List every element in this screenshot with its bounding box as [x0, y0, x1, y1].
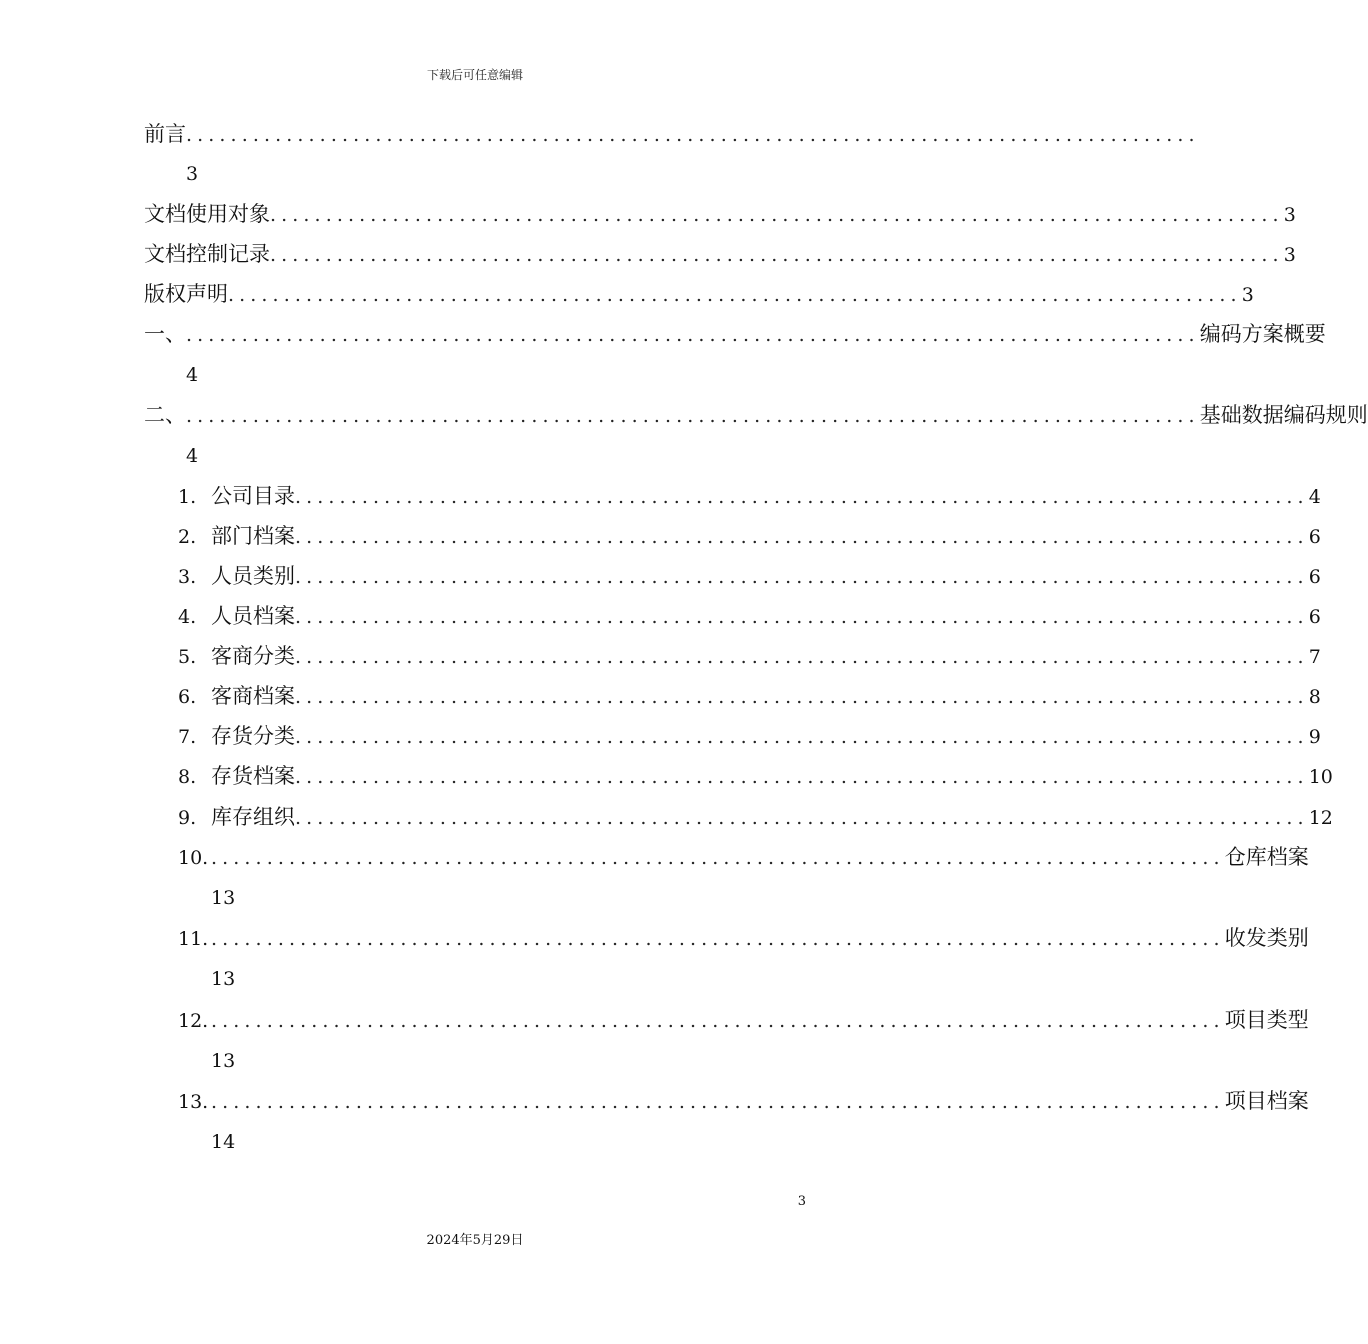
toc-leader: ...........................................................................................	[270, 244, 1284, 266]
toc-section-title: 人员类别	[211, 564, 295, 588]
toc-section-5[interactable]	[178, 636, 1321, 676]
toc-section-title: 库存组织	[211, 805, 295, 829]
toc-section-page: 6	[1308, 606, 1321, 628]
toc-entry-doc-audience[interactable]	[144, 194, 1296, 234]
toc-section-title: 仓库档案	[1224, 845, 1309, 869]
toc-leader: ...........................................................................................	[211, 1010, 1225, 1032]
toc-leader: ...........................................................................................	[211, 928, 1225, 950]
toc-leader: ...........................................................................................	[295, 807, 1309, 829]
toc-section-title: 客商档案	[211, 684, 295, 708]
toc-leader: ...........................................................................................	[186, 324, 1200, 346]
toc-section-13[interactable]	[178, 1081, 1309, 1121]
toc-section-number: 11.	[178, 928, 209, 950]
toc-section-2[interactable]	[178, 516, 1321, 556]
toc-leader: ...........................................................................................	[295, 646, 1309, 668]
toc-section-page: 13	[211, 1050, 236, 1072]
toc-leader: ...........................................................................................	[295, 526, 1309, 548]
toc-section-title: 收发类别	[1224, 926, 1309, 950]
toc-section-page: 13	[211, 968, 236, 990]
toc-section-title: 存货分类	[211, 724, 295, 748]
toc-entry-page: 3	[1283, 204, 1296, 226]
toc-section-page: 6	[1308, 526, 1321, 548]
toc-leader: ...........................................................................................	[295, 726, 1309, 748]
toc-chapter-2[interactable]	[144, 395, 1368, 435]
toc-entry-page: 3	[186, 163, 199, 185]
toc-section-10[interactable]	[178, 837, 1309, 877]
toc-section-number: 13.	[178, 1091, 209, 1113]
toc-chapter-title: 编码方案概要	[1199, 322, 1326, 346]
toc-section-number: 1.	[178, 486, 197, 508]
page-number: 3	[797, 1194, 806, 1209]
toc-section-title: 存货档案	[211, 764, 295, 788]
toc-entry-page: 3	[1283, 244, 1296, 266]
toc-section-4[interactable]	[178, 596, 1321, 636]
toc-section-page: 12	[1308, 807, 1333, 829]
toc-section-number: 10.	[178, 847, 209, 869]
toc-leader: ...........................................................................................	[295, 566, 1309, 588]
toc-leader: ...........................................................................................	[270, 204, 1284, 226]
toc-leader: ...........................................................................................	[186, 405, 1200, 427]
toc-entry-title: 前言	[144, 122, 186, 146]
toc-section-8[interactable]	[178, 756, 1333, 796]
toc-section-title: 公司目录	[211, 484, 295, 508]
toc-section-9[interactable]	[178, 797, 1333, 837]
toc-section-6[interactable]	[178, 676, 1321, 716]
toc-section-number: 12.	[178, 1010, 209, 1032]
toc-leader: ...........................................................................................	[295, 686, 1309, 708]
toc-section-number: 4.	[178, 606, 197, 628]
toc-entry-page: 3	[1241, 284, 1254, 306]
toc-chapter-1[interactable]	[144, 314, 1326, 354]
toc-section-number: 9.	[178, 807, 197, 829]
toc-section-title: 项目类型	[1224, 1008, 1309, 1032]
toc-leader: ...........................................................................................	[295, 486, 1309, 508]
toc-section-page: 14	[211, 1131, 236, 1153]
toc-section-11[interactable]	[178, 918, 1309, 958]
toc-section-number: 2.	[178, 526, 197, 548]
toc-section-3[interactable]	[178, 556, 1321, 596]
toc-entry-title: 文档控制记录	[144, 242, 270, 266]
toc-section-page: 10	[1308, 766, 1333, 788]
toc-section-title: 客商分类	[211, 644, 295, 668]
toc-section-page: 8	[1308, 686, 1321, 708]
toc-entry-title: 版权声明	[144, 282, 228, 306]
toc-section-number: 5.	[178, 646, 197, 668]
toc-chapter-prefix: 一、	[144, 322, 186, 346]
toc-section-page: 13	[211, 887, 236, 909]
toc-leader: ...........................................................................................	[186, 124, 1200, 146]
toc-leader: ...........................................................................................	[211, 847, 1225, 869]
toc-chapter-page: 4	[186, 364, 199, 386]
toc-chapter-title: 基础数据编码规则	[1199, 403, 1368, 427]
toc-leader: ...........................................................................................	[295, 606, 1309, 628]
toc-section-1[interactable]	[178, 476, 1321, 516]
toc-section-page: 9	[1308, 726, 1321, 748]
toc-entry-title: 文档使用对象	[144, 202, 270, 226]
toc-section-title: 项目档案	[1224, 1089, 1309, 1113]
footer-date: 2024年5月29日	[426, 1233, 524, 1248]
toc-entry-preface[interactable]	[144, 114, 1200, 154]
toc-leader: ...........................................................................................	[211, 1091, 1225, 1113]
toc-section-number: 8.	[178, 766, 197, 788]
toc-entry-copyright[interactable]	[144, 274, 1254, 314]
toc-section-page: 6	[1308, 566, 1321, 588]
toc-section-page: 4	[1308, 486, 1321, 508]
header-note: 下载后可任意编辑	[426, 68, 523, 82]
toc-section-number: 3.	[178, 566, 197, 588]
toc-entry-doc-control[interactable]	[144, 234, 1296, 274]
toc-chapter-page: 4	[186, 445, 199, 467]
toc-section-title: 人员档案	[211, 604, 295, 628]
toc-chapter-prefix: 二、	[144, 403, 186, 427]
toc-section-number: 7.	[178, 726, 197, 748]
toc-leader: ...........................................................................................	[295, 766, 1309, 788]
toc-section-page: 7	[1308, 646, 1321, 668]
toc-section-number: 6.	[178, 686, 197, 708]
toc-section-title: 部门档案	[211, 524, 295, 548]
toc-section-12[interactable]	[178, 1000, 1309, 1040]
toc-section-7[interactable]	[178, 716, 1321, 756]
toc-leader: ...........................................................................................	[228, 284, 1242, 306]
